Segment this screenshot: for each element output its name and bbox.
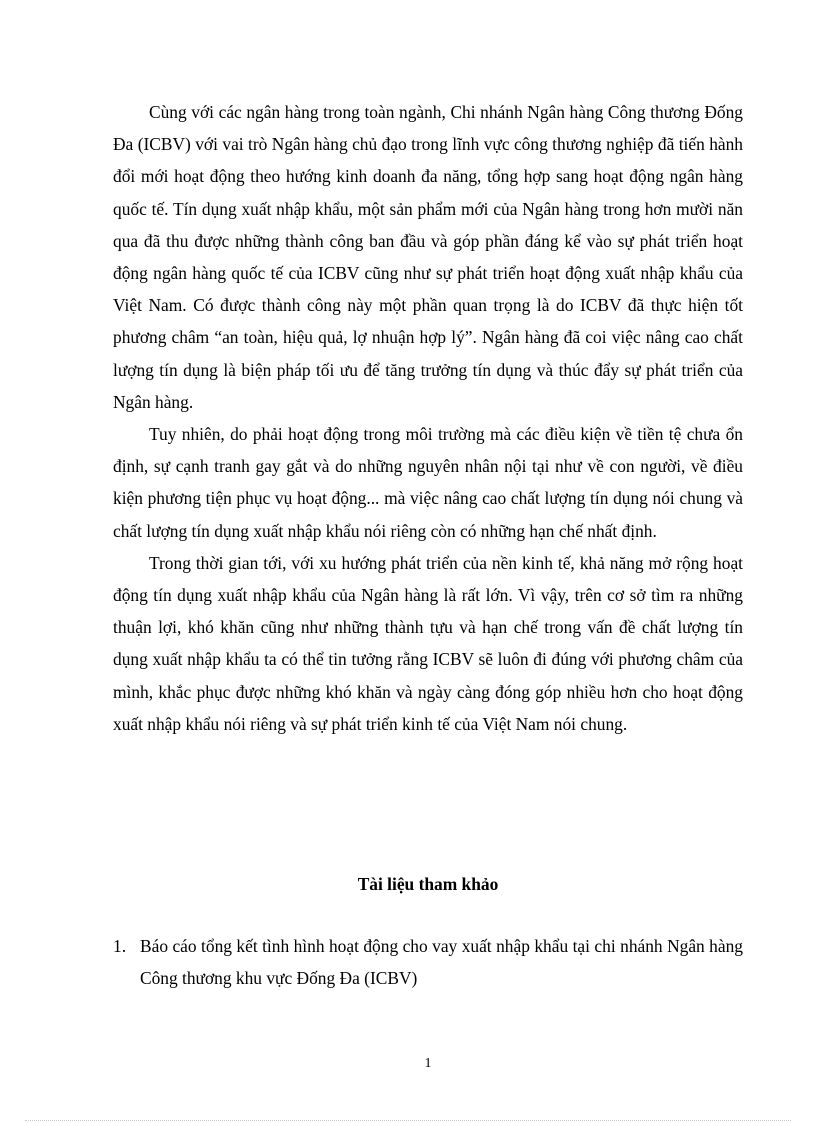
references-list <box>113 930 743 994</box>
body-text <box>113 96 743 740</box>
paragraph-conclusion-3: Trong thời gian tới, với xu hướng phát triển của nền kinh tế, khả năng mở rộng hoạt động tín dụng xuất nhập khẩu của Ngân hàng là rất lớn. Vì vậy, trên cơ sở tìm ra những thuận lợi, khó khăn cũng như những thành tựu và hạn chế trong vấn đề chất lượng tín dụng xuất nhập khẩu ta có thể tin tưởng rằng ICBV sẽ luôn đi đúng với phương châm của mình, khắc phục được những khó khăn và ngày càng đóng góp nhiều hơn cho hoạt động xuất nhập khẩu nói riêng và sự phát triển kinh tế của Việt Nam nói chung. <box>113 552 743 734</box>
reference-text: Báo cáo tổng kết tình hình hoạt động cho vay xuất nhập khẩu tại chi nhánh Ngân hàng Công thương khu vực Đống Đa (ICBV) <box>140 936 743 989</box>
references-heading: Tài liệu tham khảo <box>357 874 499 894</box>
reference-item <box>113 930 743 994</box>
page-bottom-divider <box>25 1120 791 1121</box>
reference-number: 1. <box>113 936 127 956</box>
paragraph-conclusion-2: Tuy nhiên, do phải hoạt động trong môi trường mà các điều kiện về tiền tệ chưa ổn định, sự cạnh tranh gay gắt và do những nguyên nhân nội tại như về con người, về điều kiện phương tiện phục vụ hoạt động... mà việc nâng cao chất lượng tín dụng nói chung và chất lượng tín dụng xuất nhập khẩu nói riêng còn có những hạn chế nhất định. <box>113 424 743 541</box>
page-number: 1 <box>424 1056 432 1071</box>
paragraph-conclusion-1: Cùng với các ngân hàng trong toàn ngành, Chi nhánh Ngân hàng Công thương Đống Đa (ICBV) với vai trò Ngân hàng chủ đạo trong lĩnh vực công thương nghiệp đã tiến hành đổi mới hoạt động theo hướng kinh doanh đa năng, tổng hợp sang hoạt động ngân hàng quốc tế. Tín dụng xuất nhập khẩu, một sản phẩm mới của Ngân hàng trong hơn mười năn qua đã thu được những thành công ban đầu và góp phần đáng kể vào sự phát triển hoạt động ngân hàng quốc tế của ICBV cũng như sự phát triển hoạt động xuất nhập khẩu của Việt Nam. Có được thành công này một phần quan trọng là do ICBV đã thực hiện tốt phương châm “an toàn, hiệu quả, lợ nhuận hợp lý”. Ngân hàng đã coi việc nâng cao chất lượng tín dụng là biện pháp tối ưu để tăng trưởng tín dụng và thúc đẩy sự phát triển của Ngân hàng. <box>113 102 743 412</box>
